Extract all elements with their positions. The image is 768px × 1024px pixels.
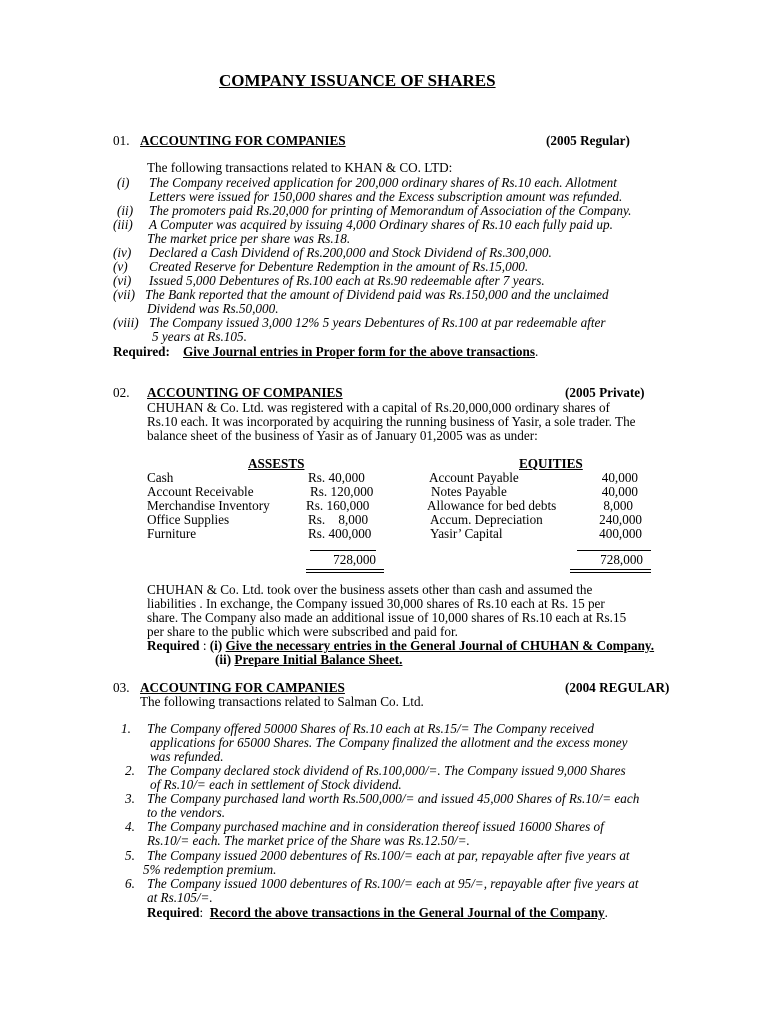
equities-total: 728,000 (600, 552, 643, 567)
equity-name: Notes Payable (431, 484, 507, 499)
q1-item-label: (i) (117, 175, 130, 190)
q3-required: Required: Record the above transactions in the General Journal of the Company. (147, 905, 608, 920)
q3-item-line: The Company issued 2000 debentures of Rs.100/= each at par, repayable after five years at (147, 848, 630, 863)
q1-number: 01. (113, 133, 130, 148)
asset-value: Rs. 400,000 (308, 526, 372, 541)
q1-intro: The following transactions related to KHAN & CO. LTD: (147, 160, 453, 175)
asset-name: Cash (147, 470, 174, 485)
q3-item-line: The Company offered 50000 Shares of Rs.10 each at Rs.15/= The Company received (147, 721, 594, 736)
q3-item-line: at Rs.105/=. (147, 890, 213, 905)
q2-para-line: liabilities . In exchange, the Company issued 30,000 shares of Rs.10 each at Rs. 15 per (147, 596, 605, 611)
q1-item-line: A Computer was acquired by issuing 4,000 Ordinary shares of Rs.10 each fully paid up. (149, 217, 613, 232)
q1-item-label: (iii) (113, 217, 133, 232)
q1-item-line: The Bank reported that the amount of Dividend paid was Rs.150,000 and the unclaimed (145, 287, 609, 302)
asset-name: Office Supplies (147, 512, 230, 527)
q3-item-line: of Rs.10/= each in settlement of Stock dividend. (150, 777, 402, 792)
equity-name: Allowance for bed debts (427, 498, 557, 513)
q1-heading: ACCOUNTING FOR COMPANIES (140, 133, 346, 148)
equity-value: 8,000 (603, 498, 633, 513)
q3-item-line: The Company purchased land worth Rs.500,000/= and issued 45,000 Shares of Rs.10/= each (147, 791, 640, 806)
asset-value: Rs. 120,000 (310, 484, 374, 499)
assets-subtotal-rule (310, 550, 376, 551)
q3-number: 03. (113, 680, 130, 695)
q1-item-label: (ii) (117, 203, 134, 218)
q1-item-label: (iv) (113, 245, 132, 260)
q3-item-line: The Company issued 1000 debentures of Rs.100/= each at 95/=, repayable after five years at (147, 876, 639, 891)
q1-item-label: (viii) (113, 315, 139, 330)
asset-name: Merchandise Inventory (147, 498, 270, 513)
q1-item-line: 5 years at Rs.105. (152, 329, 247, 344)
q3-item-label: 3. (125, 791, 135, 806)
q3-heading: ACCOUNTING FOR CAMPANIES (140, 680, 345, 695)
q3-item-label: 2. (125, 763, 135, 778)
q3-item-line: applications for 65000 Shares. The Company finalized the allotment and the excess money (150, 735, 628, 750)
q3-tag: (2004 REGULAR) (565, 680, 670, 695)
q2-required-1: Required : (i) Give the necessary entries in the General Journal of CHUHAN & Company. (147, 638, 655, 653)
q2-required-2: (ii) Prepare Initial Balance Sheet. (215, 652, 403, 667)
q3-item-line: was refunded. (150, 749, 224, 764)
equities-subtotal-rule (577, 550, 651, 551)
asset-value: Rs. 8,000 (308, 512, 369, 527)
q2-para-line: balance sheet of the business of Yasir as of January 01,2005 was as under: (147, 428, 538, 443)
q3-item-line: to the vendors. (147, 805, 226, 820)
equity-value: 240,000 (599, 512, 642, 527)
q1-item-line: The Company issued 3,000 12% 5 years Debentures of Rs.100 at par redeemable after (149, 315, 606, 330)
equity-name: Account Payable (429, 470, 519, 485)
q3-item-line: Rs.10/= each. The market price of the Share was Rs.12.50/=. (147, 833, 470, 848)
q1-item-label: (vii) (113, 287, 135, 302)
asset-value: Rs. 40,000 (308, 470, 365, 485)
q1-item-line: The market price per share was Rs.18. (147, 231, 351, 246)
q3-item-label: 1. (121, 721, 131, 736)
page-title: COMPANY ISSUANCE OF SHARES (219, 71, 496, 90)
equity-value: 40,000 (601, 470, 638, 485)
q2-tag: (2005 Private) (565, 385, 645, 400)
q1-item-line: The Company received application for 200,000 ordinary shares of Rs.10 each. Allotment (149, 175, 617, 190)
equities-double-rule (570, 569, 651, 570)
q2-para-line: CHUHAN & Co. Ltd. was registered with a capital of Rs.20,000,000 ordinary shares of (147, 400, 610, 415)
q2-para-line: per share to the public which were subscribed and paid for. (147, 624, 458, 639)
q1-item-label: (v) (113, 259, 128, 274)
q3-item-line: 5% redemption premium. (143, 862, 277, 877)
q2-para-line: CHUHAN & Co. Ltd. took over the business assets other than cash and assumed the (147, 582, 593, 597)
q1-item-line: Dividend was Rs.50,000. (147, 301, 279, 316)
q1-item-label: (vi) (113, 273, 132, 288)
q2-number: 02. (113, 385, 130, 400)
q2-para-line: Rs.10 each. It was incorporated by acquiring the running business of Yasir, a sole trader. The (147, 414, 636, 429)
assets-header: ASSESTS (248, 456, 305, 471)
q1-tag: (2005 Regular) (546, 133, 630, 148)
equities-double-rule (570, 572, 651, 573)
assets-double-rule (306, 569, 384, 570)
q3-item-label: 4. (125, 819, 135, 834)
q1-item-line: Created Reserve for Debenture Redemption in the amount of Rs.15,000. (149, 259, 529, 274)
asset-value: Rs. 160,000 (306, 498, 370, 513)
q2-para-line: share. The Company also made an additional issue of 10,000 shares of Rs.10 each at Rs.15 (147, 610, 627, 625)
asset-name: Account Receivable (147, 484, 254, 499)
q1-required-label: Required: (113, 344, 170, 359)
equity-name: Accum. Depreciation (430, 512, 543, 527)
asset-name: Furniture (147, 526, 197, 541)
equity-value: 40,000 (601, 484, 638, 499)
q3-item-line: The Company declared stock dividend of Rs.100,000/=. The Company issued 9,000 Shares (147, 763, 626, 778)
q2-heading: ACCOUNTING OF COMPANIES (147, 385, 343, 400)
equity-name: Yasir’ Capital (430, 526, 503, 541)
equities-header: EQUITIES (519, 456, 583, 471)
q1-required-text: Give Journal entries in Proper form for the above transactions. (183, 344, 539, 359)
assets-double-rule (306, 572, 384, 573)
equity-value: 400,000 (599, 526, 642, 541)
q3-intro: The following transactions related to Salman Co. Ltd. (140, 694, 424, 709)
q1-item-line: Declared a Cash Dividend of Rs.200,000 and Stock Dividend of Rs.300,000. (149, 245, 552, 260)
q1-item-line: Issued 5,000 Debentures of Rs.100 each at Rs.90 redeemable after 7 years. (149, 273, 545, 288)
q1-item-line: The promoters paid Rs.20,000 for printing of Memorandum of Association of the Company. (149, 203, 632, 218)
assets-total: 728,000 (333, 552, 376, 567)
q3-item-label: 6. (125, 876, 135, 891)
q3-item-line: The Company purchased machine and in consideration thereof issued 16000 Shares of (147, 819, 604, 834)
q1-item-line: Letters were issued for 150,000 shares and the Excess subscription amount was refunded. (149, 189, 623, 204)
q3-item-label: 5. (125, 848, 135, 863)
